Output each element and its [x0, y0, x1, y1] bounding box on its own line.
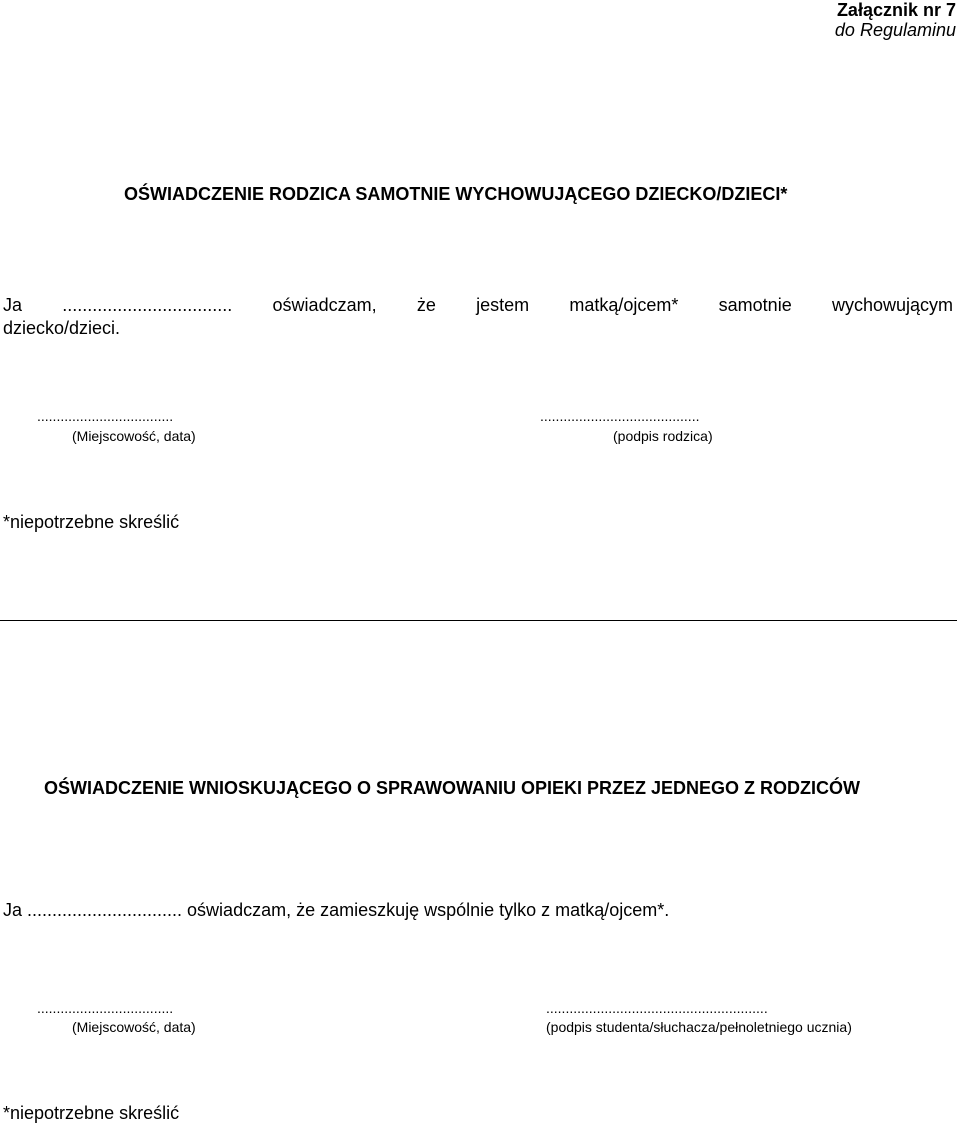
section1-sentence-line2: dziecko/dzieci.	[3, 318, 121, 338]
section1-place-date-dots: ...................................	[37, 408, 174, 424]
section2-footnote: *niepotrzebne skreślić	[3, 1103, 180, 1123]
section1-signature-dots: .........................................	[540, 408, 700, 424]
section1-signature-label: (podpis rodzica)	[613, 428, 713, 444]
section1-title: OŚWIADCZENIE RODZICA SAMOTNIE WYCHOWUJĄCEGO DZIECKO/DZIECI*	[124, 184, 788, 204]
section2-place-date-label: (Miejscowość, data)	[72, 1019, 196, 1035]
section2-place-date-dots: ...................................	[37, 1000, 174, 1016]
attachment-number: Załącznik nr 7	[836, 0, 956, 20]
section-divider	[0, 620, 957, 621]
section1-place-date-label: (Miejscowość, data)	[72, 428, 196, 444]
section2-signature-label: (podpis studenta/słuchacza/pełnoletniego ucznia)	[546, 1019, 852, 1035]
section2-sentence: Ja ............................... oświadczam, że zamieszkuję wspólnie tylko z matką/ojcem*.	[3, 900, 670, 920]
section1-sentence-line1: Ja .................................. oświadczam, że jestem matką/ojcem* samotnie wychowującym	[3, 295, 953, 315]
section1-footnote: *niepotrzebne skreślić	[3, 512, 180, 532]
section2-title: OŚWIADCZENIE WNIOSKUJĄCEGO O SPRAWOWANIU OPIEKI PRZEZ JEDNEGO Z RODZICÓW	[44, 778, 861, 798]
section2-signature-dots: .........................................................	[546, 1000, 768, 1016]
attachment-reference: do Regulaminu	[834, 20, 956, 40]
